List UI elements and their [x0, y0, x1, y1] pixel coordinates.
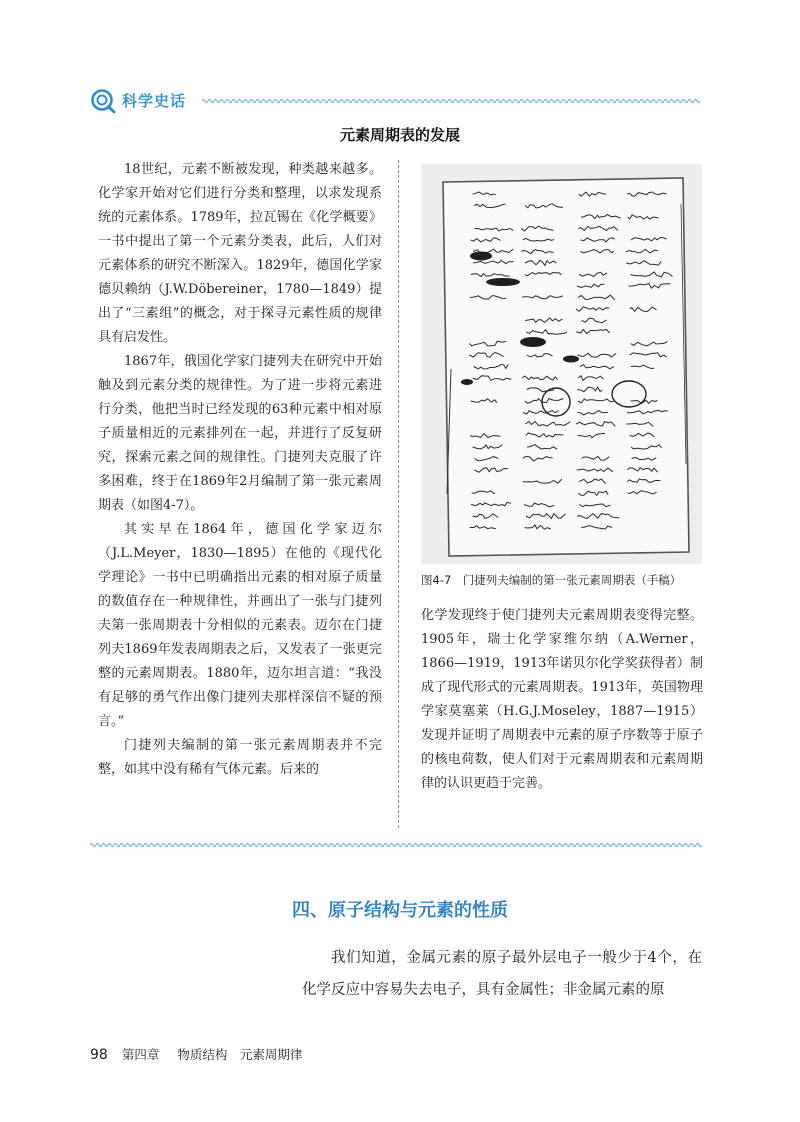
magnifier-chat-icon	[90, 88, 116, 114]
article-paragraph-1: 18世纪，元素不断被发现，种类越来越多。化学家开始对它们进行分类和整理，以求发现系统的元素体系。1789年，拉瓦锡在《化学概要》一书中提出了第一个元素分类表，此后，人们对元素体系的研究不断深入。1829年，德国化学家德贝赖纳（J.W.Döbereiner，1780—1849）提出了“三素组”的概念，对于探寻元素性质的规律具有启发性。	[98, 162, 382, 345]
article-paragraph-4: 门捷列夫编制的第一张元素周期表并不完整，如其中没有稀有气体元素。后来的	[98, 738, 382, 777]
manuscript-figure	[421, 164, 702, 564]
article-paragraph-3: 其实早在1864年，德国化学家迈尔（J.L.Meyer，1830—1895）在他的《现代化学理论》一书中已明确指出元素的相对原子质量的数值存在一种规律性，并画出了一张与门捷列夫第一张周期表十分相似的元素表。迈尔在门捷列夫1869年发表周期表之后，又发表了一张更完整的元素周期表。1880年，迈尔坦言道：“我没有足够的勇气作出像门捷列夫那样深信不疑的预言。”	[98, 522, 382, 729]
page-number: 98	[90, 1047, 108, 1063]
section-paragraph: 我们知道，金属元素的原子最外层电子一般少于4个，在化学反应中容易失去电子，具有金属性；非金属元素的原	[302, 950, 702, 998]
article-paragraph-2: 1867年，俄国化学家门捷列夫在研究中开始触及到元素分类的规律性。为了进一步将元素进行分类，他把当时已经发现的63种元素中相对原子质量相近的元素排列在一起，并进行了反复研究，探索元素之间的规律性。门捷列夫克服了许多困难，终于在1869年2月编制了第一张元素周期表（如图4-7）。	[98, 354, 382, 513]
footer-chapter: 第四章	[121, 1047, 160, 1062]
header-wave-divider	[202, 96, 700, 106]
article-left-column	[98, 158, 382, 782]
footer-wave-divider	[90, 840, 702, 850]
page-footer	[90, 1045, 302, 1063]
footer-topic: 物质结构 元素周期律	[177, 1047, 303, 1062]
section-body	[302, 942, 702, 1006]
column-divider	[398, 160, 399, 828]
manuscript-image	[421, 164, 702, 564]
article-paragraph-5: 化学发现终于使门捷列夫元素周期表变得完整。1905年，瑞士化学家维尔纳（A.Werner，1866—1919，1913年诺贝尔化学奖获得者）制成了现代形式的元素周期表。1913年，英国物理学家莫塞莱（H.G.J.Moseley，1887—1915）发现并证明了周期表中元素的原子序数等于原子的核电荷数，使人们对于元素周期表和元素周期律的认识更趋于完善。	[421, 608, 703, 791]
section-header	[90, 88, 702, 116]
article-title: 元素周期表的发展	[339, 126, 460, 144]
section-heading: 四、原子结构与元素的性质	[292, 900, 508, 921]
article-right-column	[421, 604, 703, 796]
section-label: 科学史话	[122, 92, 187, 110]
figure-caption: 图4-7 门捷列夫编制的第一张元素周期表（手稿）	[421, 573, 682, 587]
